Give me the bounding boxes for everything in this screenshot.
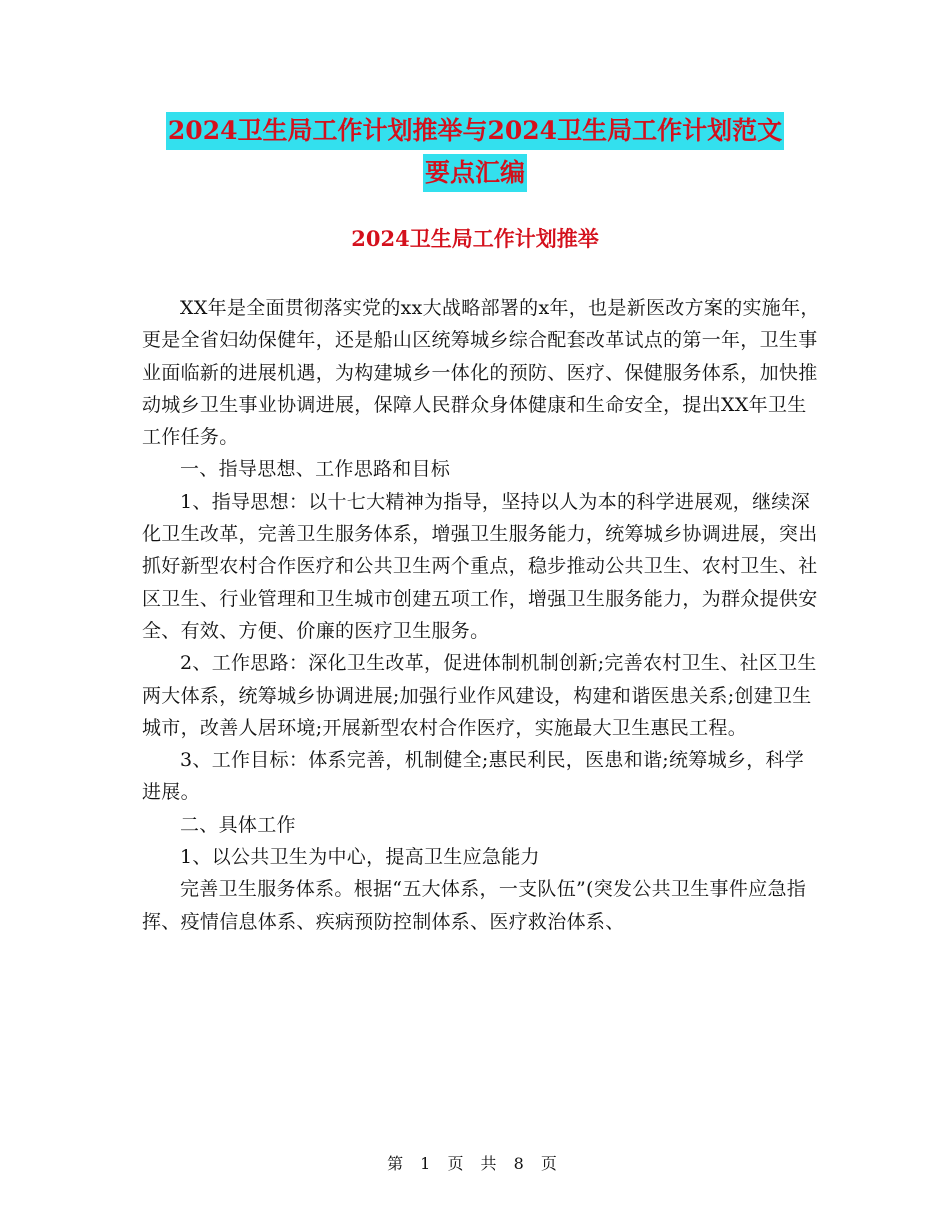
heading-guiding-ideas: 一、指导思想、工作思路和目标 bbox=[180, 458, 451, 481]
title-line-2: 要点汇编 bbox=[423, 154, 527, 192]
paragraph: XX年是全面贯彻落实党的xx大战略部署的x年，也是新医改方案的实施年，更是全省妇幼保健年，还是船山区统筹城乡综合配套改革试点的第一年，卫生事业面临新的进展机遇，为构建城乡一体化的预防、医疗、保健服务体系，加快推动城乡卫生事业协调进展，保障人民群众身体健康和生命安全，提出XX年卫生工作任务。 bbox=[142, 297, 820, 449]
document-title bbox=[0, 112, 950, 196]
paragraph: 3、工作目标：体系完善，机制健全;惠民利民，医患和谐;统筹城乡，科学进展。 bbox=[142, 749, 805, 804]
paragraph: 1、指导思想：以十七大精神为指导，坚持以人为本的科学进展观，继续深化卫生改革，完善卫生服务体系，增强卫生服务能力，统筹城乡协调进展，突出抓好新型农村合作医疗和公共卫生两个重点，稳步推动公共卫生、农村卫生、社区卫生、行业管理和卫生城市创建五项工作，增强卫生服务能力，为群众提供安全、有效、方便、价廉的医疗卫生服务。 bbox=[142, 490, 818, 642]
page-footer: 第 1 页 共 8 页 bbox=[387, 1154, 563, 1173]
heading-specific-work: 二、具体工作 bbox=[180, 813, 296, 836]
section-title: 2024卫生局工作计划推举 bbox=[351, 226, 599, 251]
title-line-1: 2024卫生局工作计划推举与2024卫生局工作计划范文 bbox=[166, 112, 784, 150]
document-body bbox=[142, 292, 822, 938]
paragraph: 完善卫生服务体系。根据“五大体系，一支队伍”(突发公共卫生事件应急指挥、疫情信息体系、疾病预防控制体系、医疗救治体系、 bbox=[142, 878, 807, 933]
paragraph: 2、工作思路：深化卫生改革，促进体制机制创新;完善农村卫生、社区卫生两大体系，统筹城乡协调进展;加强行业作风建设，构建和谐医患关系;创建卫生城市，改善人居环境;开展新型农村合作医疗，实施最大卫生惠民工程。 bbox=[142, 652, 817, 739]
paragraph: 1、以公共卫生为中心，提高卫生应急能力 bbox=[180, 846, 540, 869]
